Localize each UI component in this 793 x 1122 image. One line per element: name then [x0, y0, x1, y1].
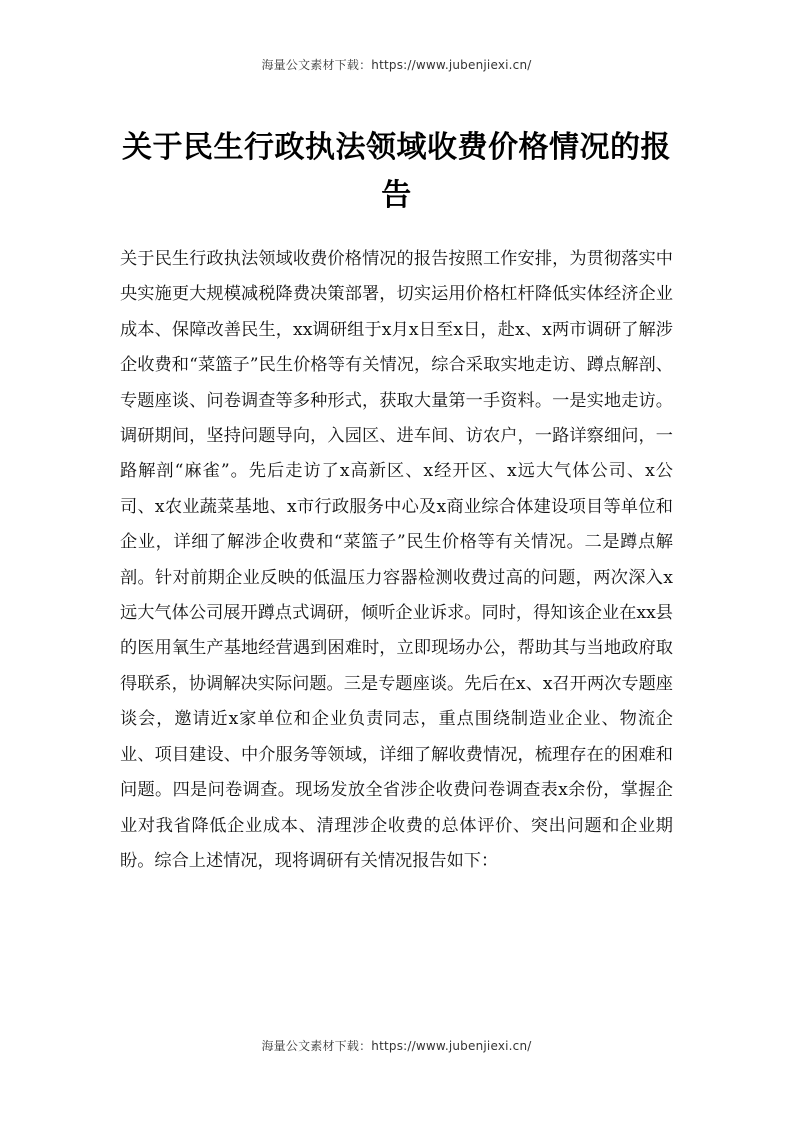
header-source-note: 海量公文素材下载：https://www.jubenjiexi.cn/: [261, 58, 532, 72]
document-body-paragraph: 关于民生行政执法领域收费价格情况的报告按照工作安排，为贯彻落实中央实施更大规模减税降费决策部署，切实运用价格杠杆降低实体经济企业成本、保障改善民生，xx调研组于x月x日至x日，赴x、x两市调研了解涉企收费和“菜篮子”民生价格等有关情况，综合采取实地走访、蹲点解剖、专题座谈、问卷调查等多种形式，获取大量第一手资料。一是实地走访。调研期间，坚持问题导向，入园区、进车间、访农户，一路详察细问，一路解剖“麻雀”。先后走访了x高新区、x经开区、x远大气体公司、x公司、x农业蔬菜基地、x市行政服务中心及x商业综合体建设项目等单位和企业，详细了解涉企收费和“菜篮子”民生价格等有关情况。二是蹲点解剖。针对前期企业反映的低温压力容器检测收费过高的问题，两次深入x远大气体公司展开蹲点式调研，倾听企业诉求。同时，得知该企业在xx县的医用氧生产基地经营遇到困难时，立即现场办公，帮助其与当地政府取得联系，协调解决实际问题。三是专题座谈。先后在x、x召开两次专题座谈会，邀请近x家单位和企业负责同志，重点围绕制造业企业、物流企业、项目建设、中介服务等领域，详细了解收费情况，梳理存在的困难和问题。四是问卷调查。现场发放全省涉企收费问卷调查表x余份，掌握企业对我省降低企业成本、清理涉企收费的总体评价、突出问题和企业期盼。综合上述情况，现将调研有关情况报告如下：: [120, 249, 673, 871]
document-title: 关于民生行政执法领域收费价格情况的报告: [122, 130, 671, 213]
footer-source-note: 海量公文素材下载：https://www.jubenjiexi.cn/: [261, 1039, 532, 1053]
